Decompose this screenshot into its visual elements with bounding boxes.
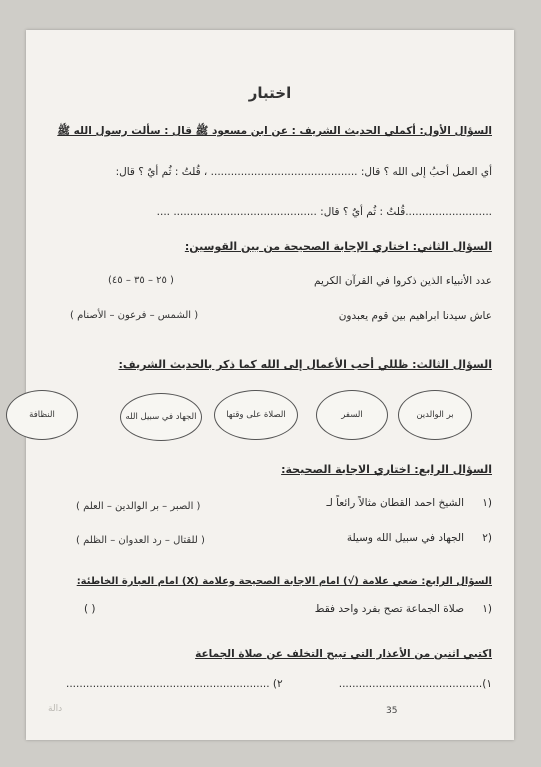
question-4-item-2-options: ( للقتال – رد العدوان – الظلم ) <box>76 535 205 546</box>
question-5-heading: السؤال الرابع: ضعي علامة (√) امام الاجابة الصحيحة وعلامة (X) امام العبارة الخاطئة: <box>76 576 492 587</box>
question-5-item-1-answer-box[interactable]: ( ) <box>84 603 96 615</box>
answer-oval-label: السفر <box>341 410 363 420</box>
page-number: 35 <box>386 706 398 716</box>
answer-oval-label: بر الوالدين <box>416 410 454 420</box>
exam-paper <box>26 30 514 740</box>
question-2-item-2-options: ( الشمس – فرعون – الأصنام ) <box>70 310 199 321</box>
question-4-heading: السؤال الرابع: اختاري الاجابة الصحيحة: <box>281 463 492 476</box>
question-4-item-1-options: ( الصبر – بر الوالدين – العلم ) <box>76 501 201 512</box>
question-1-heading: السؤال الأول: أكملي الحديث الشريف : عن ابن مسعود ﷺ قال : سألت رسول الله ﷺ <box>57 125 492 137</box>
watermark-text: دالة <box>48 704 63 714</box>
answer-oval-parents[interactable] <box>398 390 472 440</box>
answer-oval-label: النظافة <box>29 410 55 420</box>
page-title: اختبار <box>248 84 292 102</box>
question-2-heading: السؤال الثاني: اختاري الإجابة الصحيحة من بين القوسين: <box>184 240 492 253</box>
question-1-line-1: أي العمل أحبُ إلى الله ؟ قال: ............................................ ، قُلتُ : ثُم أيٌ ؟ قال: <box>115 166 492 178</box>
question-5-item-1-text: صلاة الجماعة تصح بفرد واحد فقط <box>314 603 464 615</box>
question-2-item-1-text: عدد الأنبياء الذين ذكروا في القرآن الكريم <box>313 275 492 287</box>
question-4-item-1-text: الشيخ احمد القطان مثالاً رائعاً لـ <box>326 497 464 509</box>
question-2-item-1-options: ( ٢٥ – ٣٥ – ٤٥) <box>108 275 174 286</box>
question-4-item-2-text: الجهاد في سبيل الله وسيلة <box>346 532 464 544</box>
question-3-heading: السؤال الثالث: ظللي أحب الأعمال إلى الله كما ذكر بالحديث الشريف: <box>118 358 492 371</box>
answer-oval-travel[interactable] <box>316 390 388 440</box>
question-5-item-1-number: ١) <box>482 603 492 615</box>
answer-oval-label: الصلاة على وقتها <box>226 410 286 420</box>
question-4-item-2-number: ٢) <box>482 532 492 544</box>
answer-oval-label: الجهاد في سبيل الله <box>125 412 197 422</box>
question-6-heading: اكتبي اثنين من الأعذار التي تبيح التخلف عن صلاة الجماعة <box>195 648 492 660</box>
question-4-item-1-number: ١) <box>482 497 492 509</box>
answer-oval-prayer-on-time[interactable] <box>214 390 298 440</box>
answer-blank-1[interactable]: ١)........................................... <box>338 678 492 690</box>
answer-oval-cleanliness[interactable] <box>6 390 78 440</box>
answer-blank-2[interactable]: ٢) ............................................................. <box>66 678 283 690</box>
question-1-line-2: ..........................قُلتُ : ثُم أيٌ ؟ قال: ........................................... .... <box>156 206 492 218</box>
question-2-item-2-text: عاش سيدنا ابراهيم بين قوم يعبدون <box>338 310 492 322</box>
answer-oval-jihad[interactable] <box>120 393 202 441</box>
